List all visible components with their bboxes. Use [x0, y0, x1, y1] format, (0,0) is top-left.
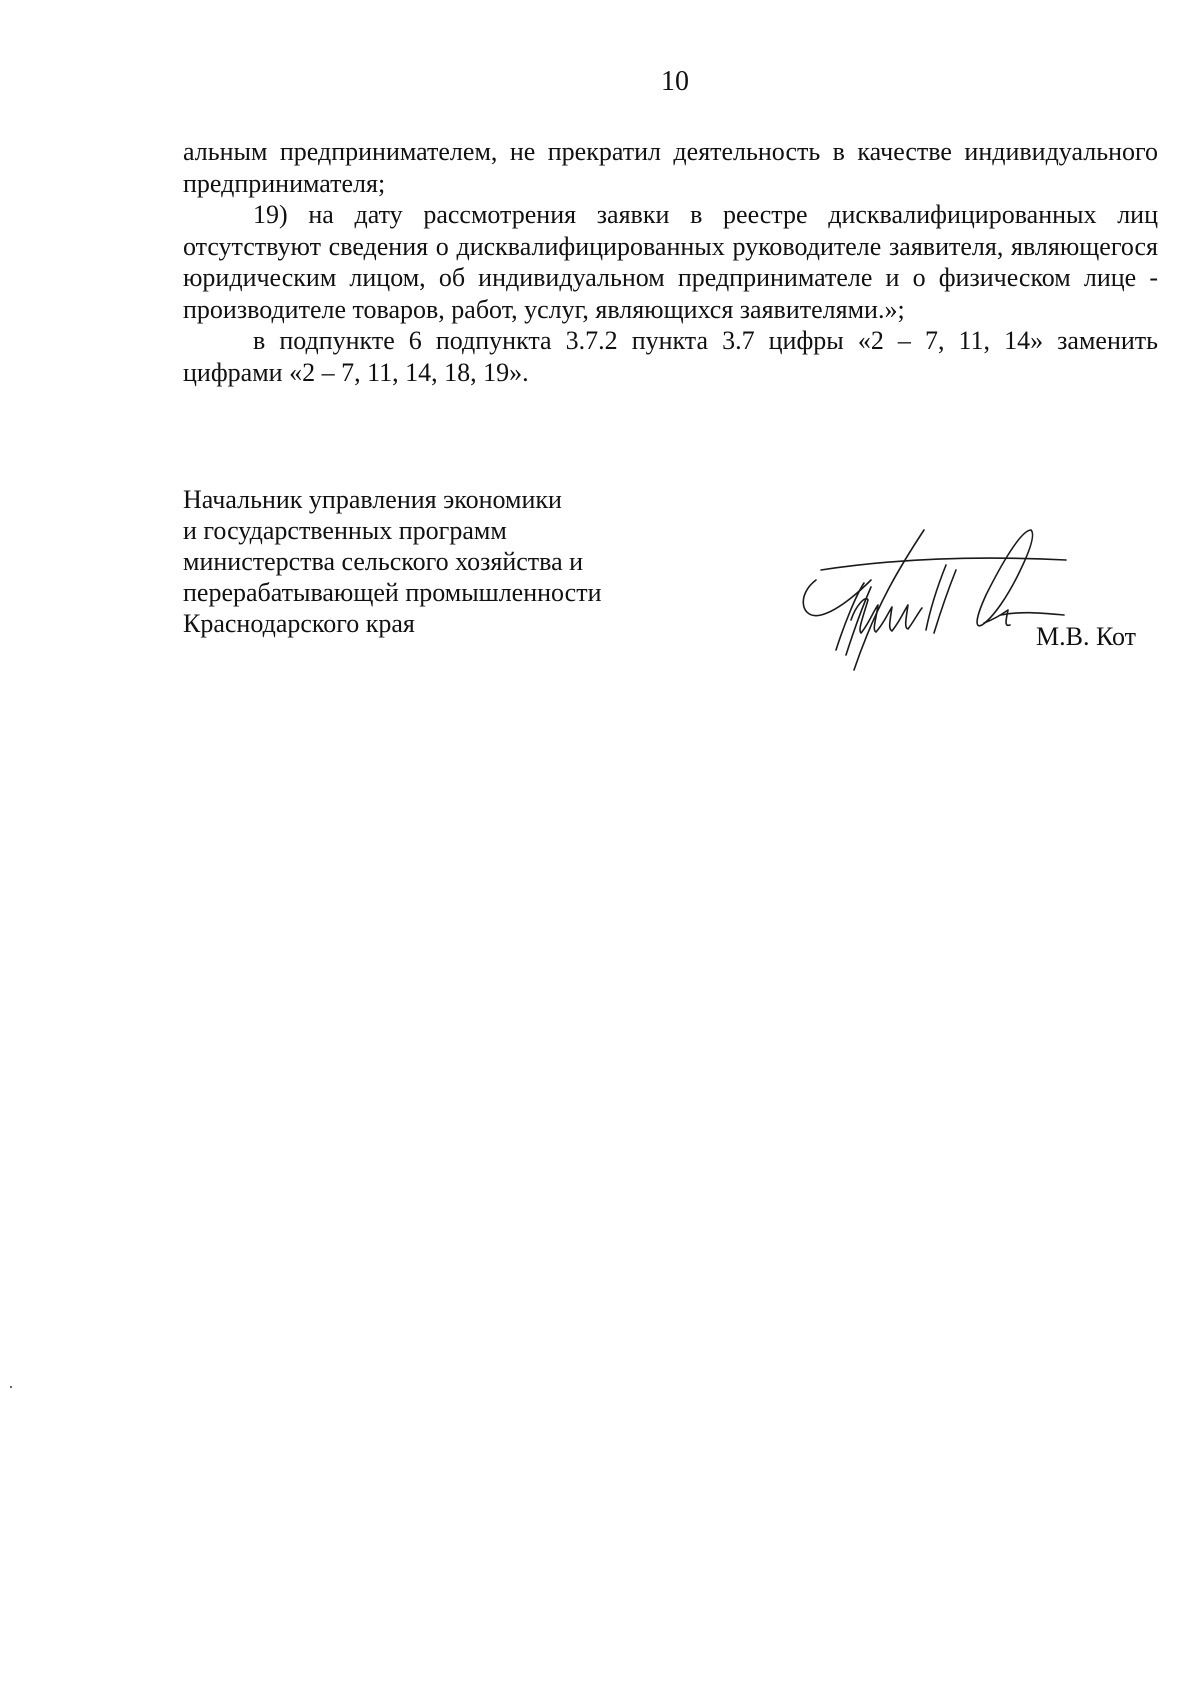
- signatory-title-line: Начальник управления экономики: [183, 485, 562, 514]
- signer-name: М.В. Кот: [1036, 622, 1137, 651]
- signatory-title-line: перерабатывающей промышленности: [183, 578, 602, 607]
- handwritten-signature: [796, 525, 1076, 675]
- paragraph-continuation: альным предпринимателем, не прекратил деятельность в качестве индивидуального предпринимателя;: [183, 137, 1158, 198]
- body-text: [183, 136, 1158, 388]
- paragraph-item-19: 19) на дату рассмотрения заявки в реестре дисквалифицированных лиц отсутствуют сведения о дисквалифицированных руководителе заявителя, являющегося юридическим лицом, об индивидуальном предпринимателе и о физическом лице - производителе товаров, работ, услуг, являющихся заявителями.»;: [183, 200, 1158, 324]
- signatory-title-line: и государственных программ: [183, 516, 507, 545]
- signatory-title-line: министерства сельского хозяйства и: [183, 547, 584, 576]
- page-number: 10: [661, 66, 689, 97]
- signatory-title: [183, 484, 703, 639]
- paragraph-amendment: в подпункте 6 подпункта 3.7.2 пункта 3.7 цифры «2 – 7, 11, 14» заменить цифрами «2 – 7, 11, 14, 18, 19».: [183, 326, 1158, 387]
- scan-speck: [10, 1386, 12, 1388]
- signatory-title-line: Краснодарского края: [183, 609, 415, 638]
